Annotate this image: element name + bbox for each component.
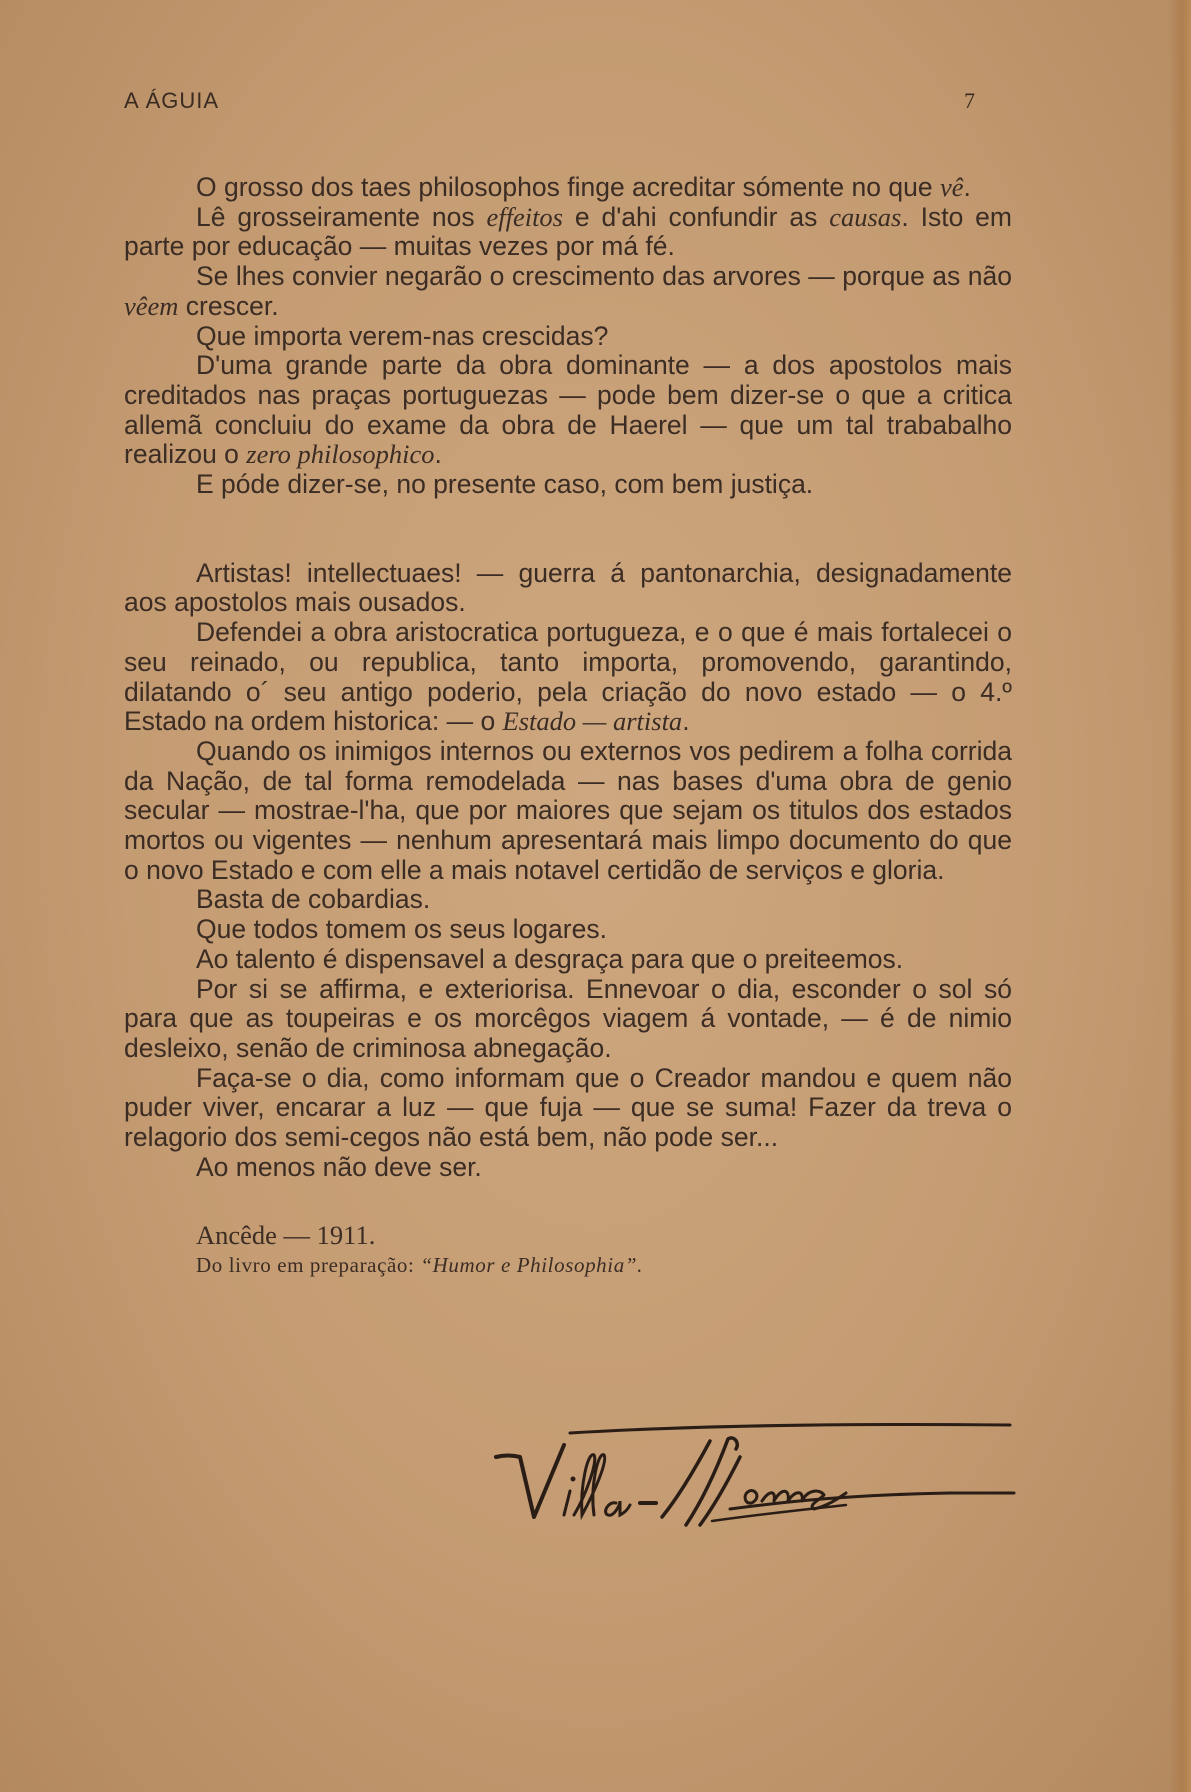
paragraph: Basta de cobardias. (196, 884, 431, 915)
paragraph: Que importa verem-nas crescidas? (196, 320, 609, 351)
paragraph: Por si se affirma, e exteriorisa. Ennevoar o dia, esconder o sol só para que as toupeiras e os morcêgos viagem á vontade, — é de nimio desleixo, senão de criminosa abnegação. (124, 973, 1012, 1063)
page-number: 7 (964, 88, 976, 113)
journal-title: A ÁGUIA (124, 88, 220, 113)
paragraph: Se lhes convier negarão o crescimento das arvores — porque as não vêem crescer. (124, 261, 1012, 321)
source-note: Do livro em preparação: “Humor e Philosophia”. (196, 1253, 643, 1278)
paragraph: Faça-se o dia, como informam que o Creador mandou e quem não puder viver, encarar a luz — que fuja — que se suma! Fazer da treva o relagorio dos semi-cegos não está bem, não pode ser... (124, 1062, 1012, 1153)
article-body (124, 173, 1012, 1280)
author-signature (490, 1405, 1020, 1555)
paragraph: Defendei a obra aristocratica portugueza, e o que é mais fortalecei o seu reinado, ou republica, tanto importa, promovendo, garantindo, dilatando o´ seu antigo poderio, pela criação do novo estado — o 4.º Estado na ordem historica: — o Estado — artista. (124, 617, 1012, 737)
paragraph: Que todos tomem os seus logares. (196, 914, 607, 945)
closing-break (124, 1183, 1012, 1221)
paragraph: O grosso dos taes philosophos finge acreditar sómente no que vê. (196, 172, 971, 202)
paragraph: Quando os inimigos internos ou externos vos pedirem a folha corrida da Nação, de tal forma remodelada — nas bases d'uma obra de genio secular — mostrae-l'ha, que por maiores que sejam os titulos dos estados mortos ou vigentes — nenhum apresentará mais limpo documento do que o novo Estado e com elle a mais notavel certidão de serviços e gloria. (124, 735, 1012, 885)
paragraph: D'uma grande parte da obra dominante — a dos apostolos mais creditados nas praças portuguezas — pode bem dizer-se o que a critica allemã concluiu do exame da obra de Haerel — que um tal trababalho realizou o zero philosophico. (124, 350, 1012, 470)
paragraph: Ao talento é dispensavel a desgraça para que o preiteemos. (196, 943, 904, 974)
paragraph: E póde dizer-se, no presente caso, com bem justiça. (196, 469, 814, 500)
place-date: Ancêde — 1911. (196, 1219, 376, 1250)
section-break (124, 500, 1012, 559)
paragraph: Artistas! intellectuaes! — guerra á pantonarchia, designadamente aos apostolos mais ousados. (124, 557, 1012, 618)
paragraph: Lê grosseiramente nos effeitos e d'ahi confundir as causas. Isto em parte por educação — muitas vezes por má fé. (124, 201, 1012, 262)
paragraph: Ao menos não deve ser. (196, 1151, 482, 1182)
